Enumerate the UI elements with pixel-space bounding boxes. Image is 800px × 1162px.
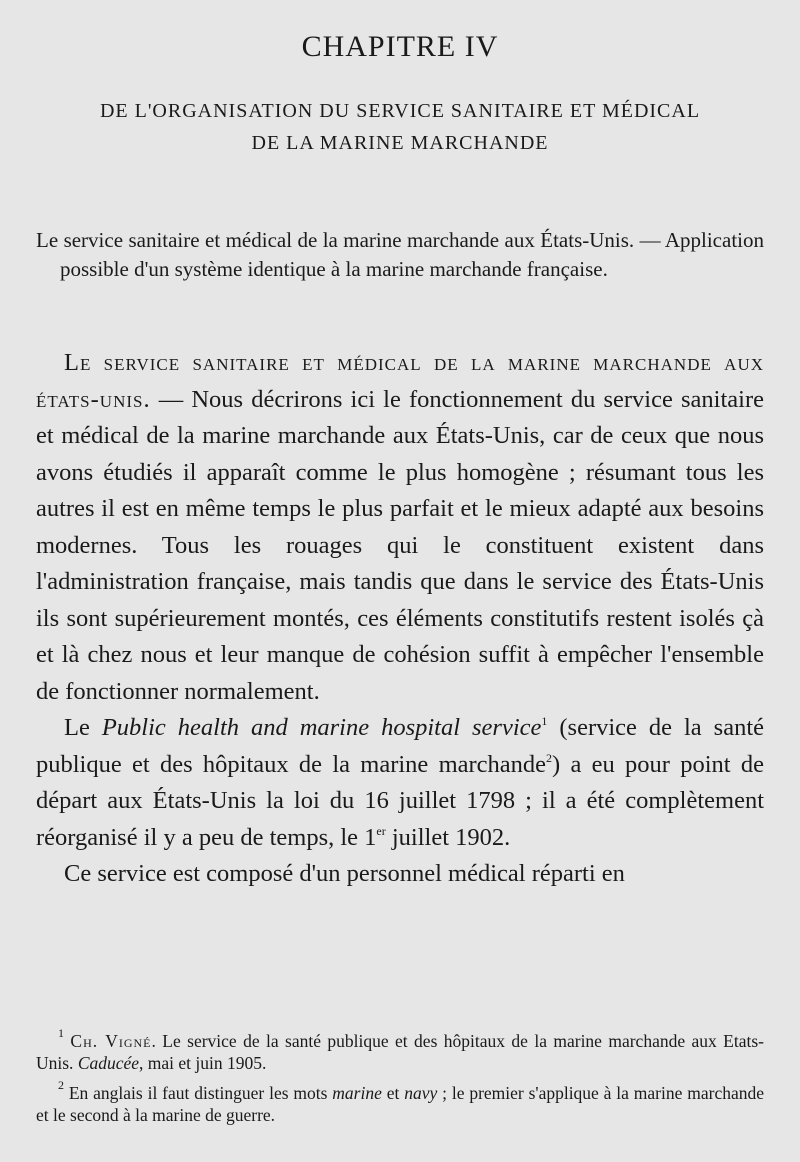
main-text: [36, 345, 764, 893]
footnote-2: [36, 1078, 765, 1126]
footnote-2-word-marine: marine: [332, 1083, 382, 1103]
footnote-2-text-a: En anglais il faut distinguer les mots: [64, 1083, 333, 1103]
ordinal-suffix: er: [376, 823, 386, 838]
footnote-1-text-b: , mai et juin 1905.: [139, 1053, 267, 1073]
chapter-summary: Le service sanitaire et médical de la marine marchande aux États-Unis. — Application possible d'un système identique à la marine marchande française.: [36, 228, 764, 281]
paragraph-2-mid: (service de la santé publique et des hôpitaux de la marine marchande: [36, 714, 764, 778]
footnote-1-author: Ch. Vigné: [70, 1031, 152, 1051]
paragraph-3: Ce service est composé d'un personnel médical réparti en: [64, 860, 625, 887]
paragraph-2: [36, 710, 764, 856]
footnote-2-text-c: ; le premier s'applique à la marine marchande et le second à la marine de guerre.: [36, 1083, 765, 1125]
service-name: Public health and marine hospital service: [101, 714, 542, 741]
footnote-1: [36, 1026, 764, 1074]
footnote-2-text-b: et: [381, 1083, 405, 1103]
paragraph-2-start: Le: [64, 714, 102, 741]
chapter-subtitle-line-2: DE LA MARINE MARCHANDE: [251, 132, 549, 154]
footnote-1-journal: Caducée: [77, 1053, 140, 1073]
section-heading: Le service sanitaire et médical de la marine marchande aux états-unis.: [36, 349, 764, 413]
chapter-subtitle-line-1: DE L'ORGANISATION DU SERVICE SANITAIRE ET MÉDICAL: [99, 100, 701, 122]
paragraph-1: [36, 345, 764, 710]
paragraph-2-date: juillet 1902.: [385, 823, 511, 851]
footnote-ref-2: 2: [546, 750, 553, 765]
paragraph-1-text: — Nous décrirons ici le fonctionnement du service sanitaire et médical de la marine marchande aux États-Unis, car de ceux que nous avons étudiés il apparaît comme le plus homogène ; résumant tous les autres il est en même temps le plus parfait et le mieux adapté aux besoins modernes. Tous les rouages qui le constituent existent dans l'administration française, mais tandis que dans le service des États-Unis ils sont supérieurement montés, ces éléments constitutifs restent isolés çà et là chez nous et leur manque de cohésion suffit à empêcher l'ensemble de fonctionner normalement.: [36, 385, 764, 705]
footnote-2-mark: 2: [58, 1078, 64, 1092]
footnote-1-mark: 1: [58, 1026, 64, 1040]
paragraph-2-end: ) a eu pour point de départ aux États-Unis la loi du 16 juillet 1798 ; il a été complètement réorganisé il y a peu de temps, le 1: [36, 750, 764, 851]
chapter-title: CHAPITRE IV: [301, 30, 499, 63]
footnote-ref-1: 1: [541, 714, 548, 728]
footnote-2-word-navy: navy: [404, 1083, 438, 1103]
footnote-1-text-a: . Le service de la santé publique et des hôpitaux de la marine marchande aux Etats-Unis.: [36, 1031, 764, 1073]
footnotes: [36, 1026, 765, 1134]
